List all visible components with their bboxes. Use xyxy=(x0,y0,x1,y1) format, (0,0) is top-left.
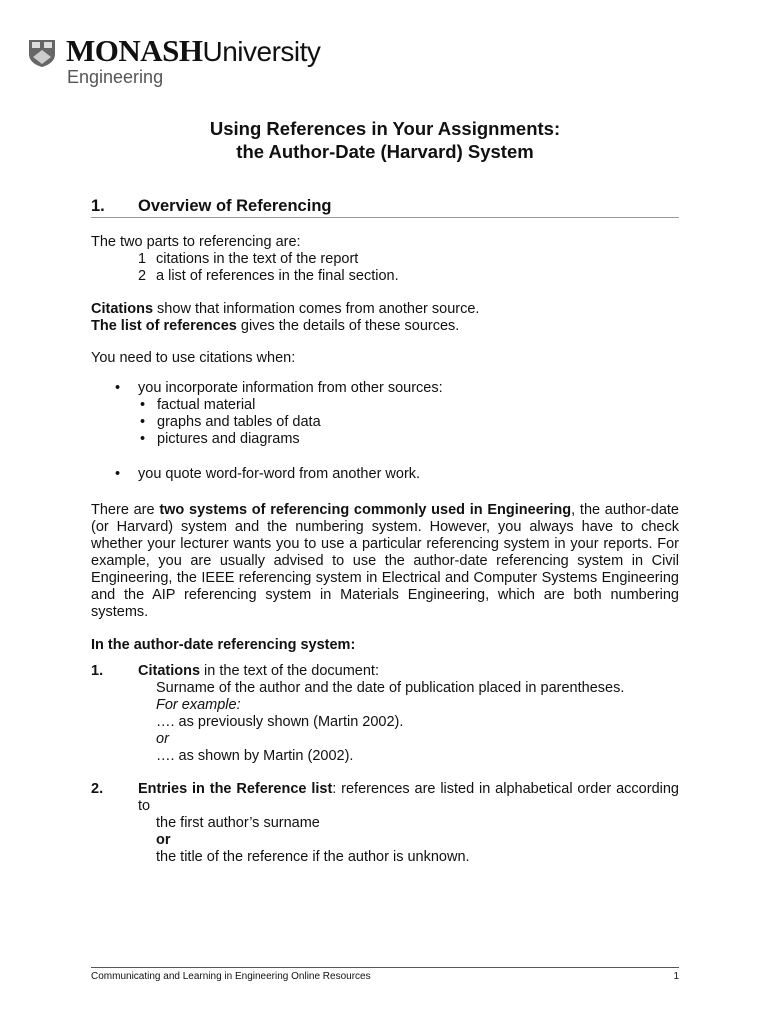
item-number: 2. xyxy=(91,781,104,797)
item-line: the title of the reference if the author is unknown. xyxy=(156,849,470,865)
para-text: There are xyxy=(91,502,160,518)
page-footer xyxy=(91,967,679,984)
item-text: citations in the text of the report xyxy=(156,251,359,267)
definition-term: The list of references xyxy=(91,318,237,334)
intro xyxy=(91,234,679,285)
definition-term: Citations xyxy=(91,301,154,317)
item-line: the first author’s surname xyxy=(156,815,320,831)
author-date-section xyxy=(91,637,679,866)
item-term: Entries in the Reference list xyxy=(138,781,333,797)
item-line: Surname of the author and the date of publication placed in parentheses. xyxy=(156,680,625,696)
title-line-2: the Author-Date (Harvard) System xyxy=(236,141,534,162)
author-date-item-2 xyxy=(91,781,679,866)
when-lead: You need to use citations when: xyxy=(91,350,296,366)
sub-bullet-item: • factual material xyxy=(157,397,679,414)
item-text: : references are listed in alphabetical order according to xyxy=(138,781,679,814)
definitions xyxy=(91,301,679,335)
logo-faculty: Engineering xyxy=(67,67,164,87)
page-number: 1 xyxy=(673,971,679,982)
definition xyxy=(91,301,679,318)
item-text: in the text of the document: xyxy=(200,663,379,679)
definition-text: show that information comes from another source. xyxy=(153,301,480,317)
sub-bullet-item: • graphs and tables of data xyxy=(157,414,679,431)
section-heading xyxy=(91,196,679,218)
definition-text: gives the details of these sources. xyxy=(236,318,460,334)
systems-paragraph xyxy=(91,502,679,621)
item-number: 1 xyxy=(138,251,147,267)
monash-crest-logo xyxy=(27,38,57,68)
para-bold: two systems of referencing commonly used in Engineering xyxy=(159,502,572,518)
intro-item xyxy=(138,251,679,268)
when-to-cite xyxy=(91,350,679,483)
author-date-heading: In the author-date referencing system: xyxy=(91,637,356,653)
document-title xyxy=(0,117,770,163)
item-term: Citations xyxy=(138,663,201,679)
title-line-1: Using References in Your Assignments: xyxy=(209,118,561,139)
section-number: 1. xyxy=(91,197,105,215)
sub-bullet-item: • pictures and diagrams xyxy=(157,431,679,448)
logo-wordmark xyxy=(66,34,320,69)
logo-brand: MONASH xyxy=(66,33,203,68)
para-text: , the author-date (or Harvard) system and the numbering system. However, you always have to check whether your lecturer wants you to use a particular referencing system in your reports. For example, you are usually advised to use the author-date referencing system in Civil Engineering, the IEEE referencing system in Electrical and Computer Systems Engineering and the AIP referencing system in Materials Engineering, which are both numbering systems. xyxy=(91,502,679,620)
footer-text: Communicating and Learning in Engineering Online Resources xyxy=(91,971,371,982)
author-date-item-1 xyxy=(91,663,679,765)
intro-lead: The two parts to referencing are: xyxy=(91,234,301,250)
bullet-item: • you quote word-for-word from another work. xyxy=(138,466,679,483)
bullet-item: • you incorporate information from other sources: xyxy=(138,380,679,397)
example-text: …. as shown by Martin (2002). xyxy=(156,748,354,764)
intro-item xyxy=(138,268,679,285)
or-label: or xyxy=(156,731,169,747)
item-number: 1. xyxy=(91,663,104,679)
item-text: a list of references in the final section. xyxy=(156,268,399,284)
example-text: …. as previously shown (Martin 2002). xyxy=(156,714,404,730)
item-number: 2 xyxy=(138,268,147,284)
logo-university: University xyxy=(202,36,321,67)
definition xyxy=(91,318,679,335)
or-label: or xyxy=(156,832,171,848)
example-label: For example: xyxy=(156,697,241,713)
section-title: Overview of Referencing xyxy=(138,197,332,215)
